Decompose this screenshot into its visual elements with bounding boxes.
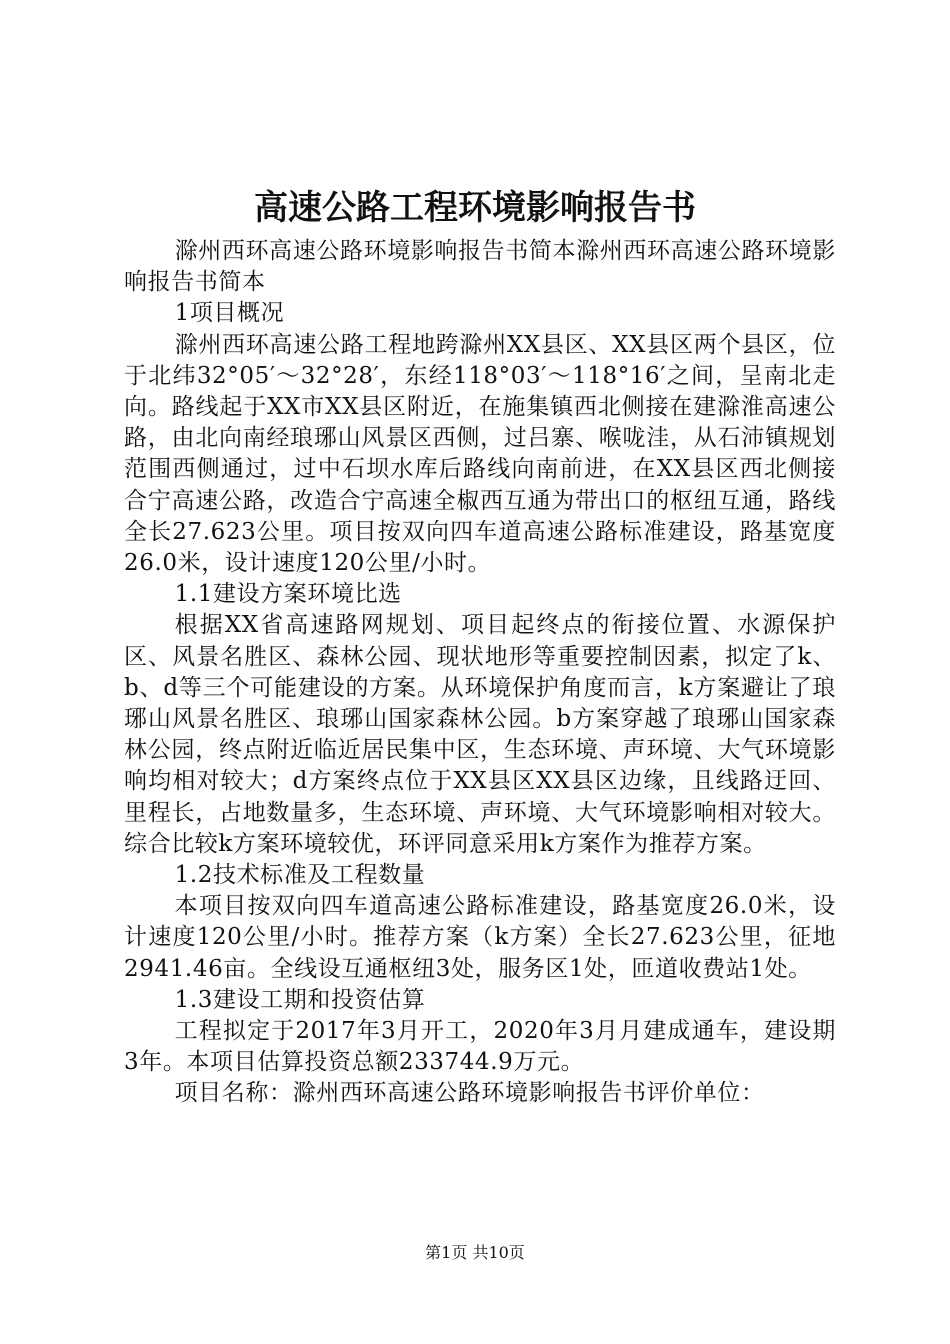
paragraph-overview: 滁州西环高速公路工程地跨滁州XX县区、XX县区两个县区，位于北纬32°05′～32°28′，东经118°03′～118°16′之间，呈南北走向。路线起于XX市XX县区附近，在施集镇西北侧接在建滁淮高速公路，由北向南经琅琊山风景区西侧，过吕寨、喉咙洼，从石沛镇规划范围西侧通过，过中石坝水库后路线向南前进，在XX县区西北侧接合宁高速公路，改造合宁高速全椒西互通为带出口的枢纽互通，路线全长27.623公里。项目按双向四车道高速公路标准建设，路基宽度26.0米，设计速度120公里/小时。 <box>124 331 836 577</box>
section-heading-schedule: 1.3建设工期和投资估算 <box>174 986 426 1013</box>
paragraph-standards: 本项目按双向四车道高速公路标准建设，路基宽度26.0米，设计速度120公里/小时。推荐方案（k方案）全长27.623公里，征地2941.46亩。全线设互通枢纽3处，服务区1处，匝道收费站1处。 <box>124 893 836 982</box>
paragraph-project-name: 项目名称：滁州西环高速公路环境影响报告书评价单位： <box>174 1080 765 1107</box>
paragraph-alternatives: 根据XX省高速路网规划、项目起终点的衔接位置、水源保护区、风景名胜区、森林公园、现状地形等重要控制因素，拟定了k、b、d等三个可能建设的方案。从环境保护角度而言，k方案避让了琅琊山风景名胜区、琅琊山国家森林公园。b方案穿越了琅琊山国家森林公园，终点附近临近居民集中区，生态环境、声环境、大气环境影响均相对较大；d方案终点位于XX县区XX县区边缘，且线路迂回、里程长，占地数量多，生态环境、声环境、大气环境影响相对较大。综合比较k方案环境较优，环评同意采用k方案作为推荐方案。 <box>124 612 836 857</box>
document-title: 高速公路工程环境影响报告书 <box>254 188 696 228</box>
paragraph-schedule: 工程拟定于2017年3月开工，2020年3月月建成通车，建设期3年。本项目估算投资总额233744.9万元。 <box>124 1018 836 1076</box>
section-heading-overview: 1项目概况 <box>174 300 285 327</box>
section-heading-standards: 1.2技术标准及工程数量 <box>174 862 426 889</box>
section-heading-alternatives: 1.1建设方案环境比选 <box>174 581 402 608</box>
page-footer: 第1页 共10页 <box>425 1243 525 1262</box>
paragraph-intro: 滁州西环高速公路环境影响报告书简本滁州西环高速公路环境影响报告书简本 <box>124 238 836 296</box>
document-body <box>124 236 836 1110</box>
